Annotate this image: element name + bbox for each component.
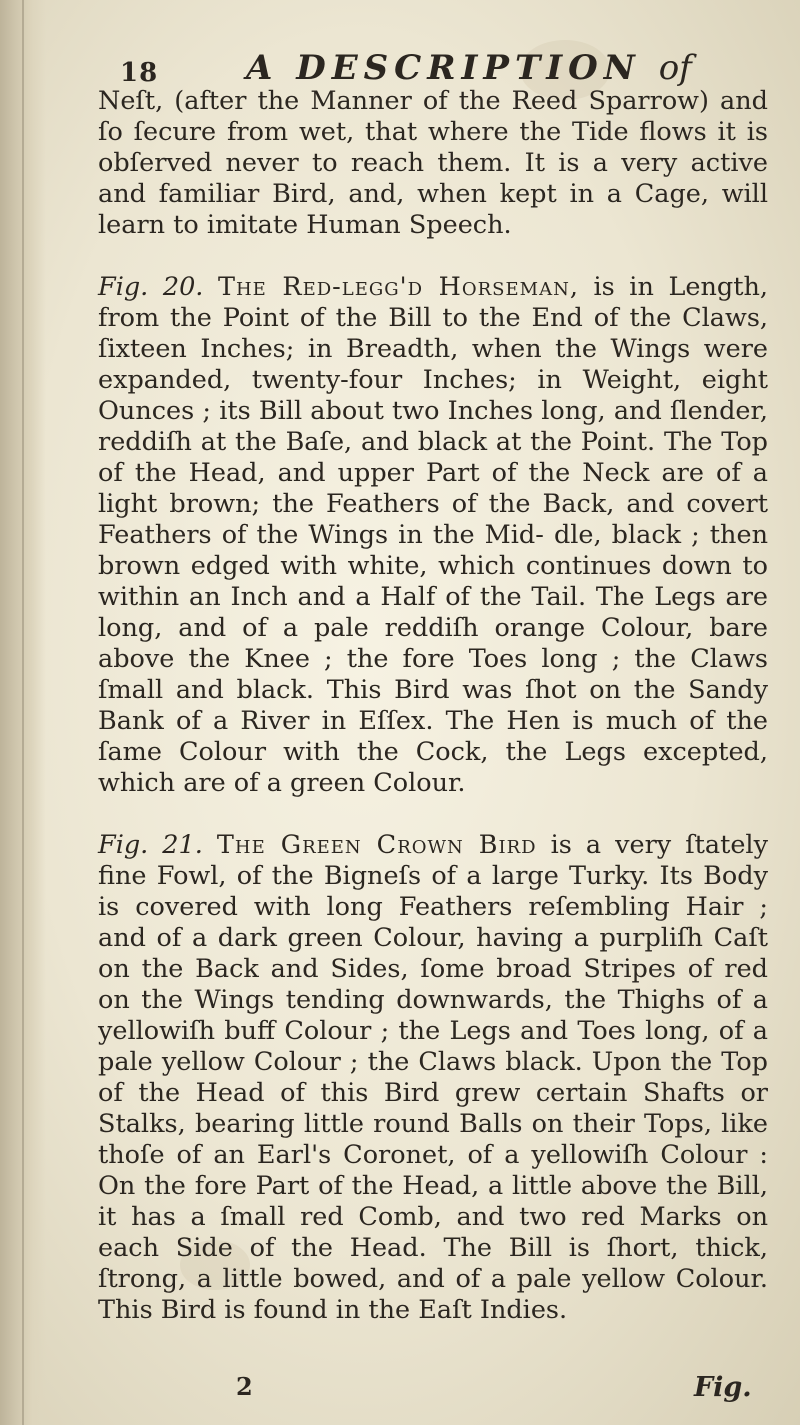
species-title: The Red-legg'd Horseman, bbox=[217, 272, 579, 302]
text-line: dle, black ; then brown edged with white, which bbox=[98, 520, 768, 581]
text-line: the Neck are of a light brown; the Feathers of the bbox=[98, 458, 769, 519]
page-footer bbox=[0, 1372, 800, 1408]
text-line: Caſt on the Back and Sides, ſome broad Stripes of bbox=[98, 923, 769, 984]
text-line: orange Colour, bare above the Knee ; the fore Toes bbox=[98, 613, 768, 674]
paragraph bbox=[98, 272, 768, 799]
text-line: Tops, like thoſe of an Earl's Coronet, of a yellowiſh bbox=[98, 1109, 769, 1170]
text-line: Shafts or Stalks, bearing little round Balls on their bbox=[98, 1078, 769, 1139]
page-gutter bbox=[0, 0, 46, 1425]
text-line: Its Body is covered with long Feathers reſembling bbox=[98, 861, 768, 922]
text-line: and familiar Bird, and, when kept in a Cage, will bbox=[98, 179, 768, 209]
text-line: on each Side of the Head. The Bill is ſhort, thick, bbox=[98, 1202, 769, 1263]
body-text bbox=[98, 86, 768, 1326]
text-line: is in bbox=[578, 272, 654, 302]
text-line: long ; the Claws ſmall and black. This Bird was bbox=[98, 644, 768, 705]
figure-label: Fig. 20. bbox=[98, 272, 204, 302]
page-number: 18 bbox=[120, 58, 159, 88]
text-line: learn to imitate Human Speech. bbox=[98, 210, 512, 240]
text-line: ſhot on the Sandy Bank of a River in Eſſex. The bbox=[98, 675, 769, 736]
text-line: the Bill, it has a ſmall red Comb, and two red Marks bbox=[98, 1171, 768, 1232]
catchword: Fig. bbox=[694, 1372, 752, 1403]
running-title-of: of bbox=[658, 48, 692, 88]
paragraph bbox=[98, 830, 768, 1326]
text-line: obſerved never to reach them. It is a very active bbox=[98, 148, 768, 178]
text-line: Hair ; and of a dark green Colour, having a purpliſh bbox=[98, 892, 768, 953]
figure-label: Fig. 21. bbox=[98, 830, 203, 860]
paragraph bbox=[98, 86, 768, 241]
text-line: Claws, ſixteen Inches; in Breadth, when the Wings bbox=[98, 303, 769, 364]
text-line: ſlender, reddiſh at the Baſe, and black at the bbox=[98, 396, 768, 457]
running-title-main: A DESCRIPTION bbox=[246, 48, 641, 88]
text-line: Hen is much of the ſame Colour with the Cock, the bbox=[98, 706, 769, 767]
text-line: This Bird is found in the Eaſt Indies. bbox=[98, 1295, 568, 1325]
text-line: Length, from the Point of the Bill to the End of the bbox=[98, 272, 768, 333]
text-line: is a very bbox=[536, 830, 672, 860]
text-line: of a pale yellow Colour ; the Claws black. Upon bbox=[98, 1016, 768, 1077]
text-line: Point. The Top of the Head, and upper Part of bbox=[98, 427, 768, 488]
text-line: continues down to within an Inch and a Half of the bbox=[98, 551, 768, 612]
species-title: The Green Crown Bird bbox=[216, 830, 537, 860]
signature-mark: 2 bbox=[236, 1372, 253, 1401]
text-line: ſtately fine Fowl, of the Bigneſs of a large Turky. bbox=[98, 830, 768, 891]
text-line: eight Ounces ; its Bill about two Inches long, and bbox=[98, 365, 768, 426]
gutter-fold-line bbox=[22, 0, 24, 1425]
text-line: Back, and covert Feathers of the Wings in the Mid- bbox=[98, 489, 768, 550]
text-line: Neſt, (after the Manner of the Reed Sparrow) and bbox=[98, 86, 768, 116]
text-line: ſo ſecure from wet, that where the Tide flows it is bbox=[98, 117, 768, 147]
text-line: ſtrong, a little bowed, and of a pale yellow Colour. bbox=[98, 1264, 768, 1294]
text-line: red on the Wings tending downwards, the Thighs bbox=[98, 954, 769, 1015]
text-line: Tail. The Legs are long, and of a pale reddiſh bbox=[98, 582, 768, 643]
text-line: Legs excepted, which are of a green Colour. bbox=[98, 737, 768, 798]
text-line: Colour : On the fore Part of the Head, a little above bbox=[98, 1140, 768, 1201]
text-line: of a yellowiſh buff Colour ; the Legs and Toes long, bbox=[98, 985, 769, 1046]
text-line: the Top of the Head of this Bird grew certain bbox=[98, 1047, 768, 1108]
text-line: were expanded, twenty-four Inches; in Weight, bbox=[98, 334, 768, 395]
running-title bbox=[246, 48, 692, 88]
